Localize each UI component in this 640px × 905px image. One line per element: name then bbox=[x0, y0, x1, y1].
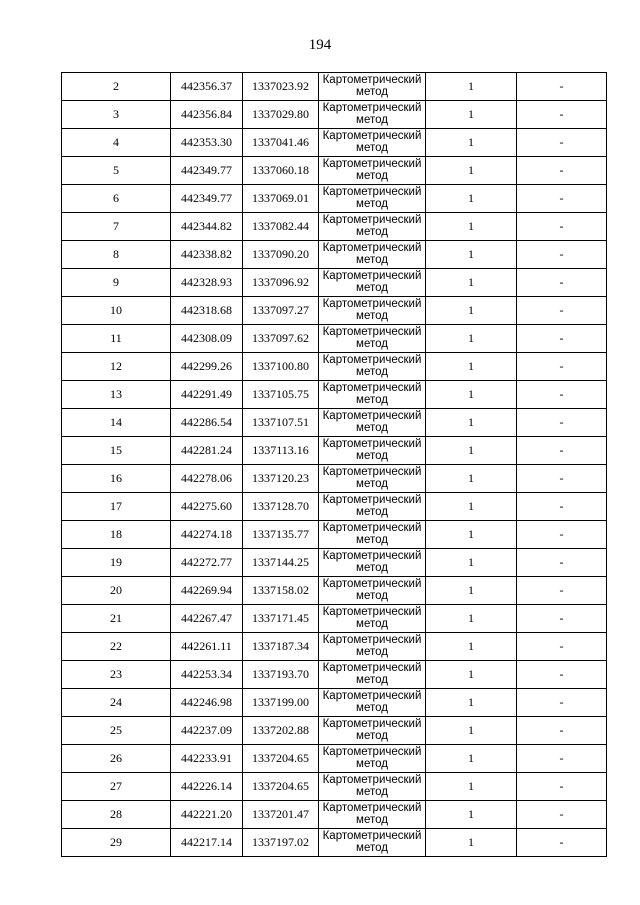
point-number-cell: 16 bbox=[62, 465, 171, 493]
method-cell bbox=[319, 409, 426, 437]
point-number-cell: 27 bbox=[62, 773, 171, 801]
note-cell: - bbox=[517, 73, 607, 101]
y-coordinate-cell: 1337204.65 bbox=[243, 773, 319, 801]
point-number-cell: 13 bbox=[62, 381, 171, 409]
x-coordinate-cell: 442217.14 bbox=[171, 829, 243, 857]
point-number-cell: 24 bbox=[62, 689, 171, 717]
method-line1: Картометрический bbox=[322, 746, 422, 758]
x-coordinate-cell: 442269.94 bbox=[171, 577, 243, 605]
table-row bbox=[62, 465, 607, 493]
method-line2: метод bbox=[356, 282, 388, 294]
method-line2: метод bbox=[356, 618, 388, 630]
y-coordinate-cell: 1337144.25 bbox=[243, 549, 319, 577]
method-line1: Картометрический bbox=[322, 410, 422, 422]
y-coordinate-cell: 1337197.02 bbox=[243, 829, 319, 857]
x-coordinate-cell: 442356.84 bbox=[171, 101, 243, 129]
page-number: 194 bbox=[308, 37, 332, 53]
method-line2: метод bbox=[356, 394, 388, 406]
table-row bbox=[62, 129, 607, 157]
method-line1: Картометрический bbox=[322, 270, 422, 282]
method-cell bbox=[319, 549, 426, 577]
table-row bbox=[62, 689, 607, 717]
y-coordinate-cell: 1337171.45 bbox=[243, 605, 319, 633]
method-line2: метод bbox=[356, 758, 388, 770]
method-cell bbox=[319, 605, 426, 633]
table-row bbox=[62, 381, 607, 409]
table-row bbox=[62, 409, 607, 437]
x-coordinate-cell: 442356.37 bbox=[171, 73, 243, 101]
method-cell bbox=[319, 829, 426, 857]
method-line2: метод bbox=[356, 338, 388, 350]
method-line2: метод bbox=[356, 226, 388, 238]
y-coordinate-cell: 1337107.51 bbox=[243, 409, 319, 437]
point-number-cell: 11 bbox=[62, 325, 171, 353]
method-line1: Картометрический bbox=[322, 242, 422, 254]
note-cell: - bbox=[517, 325, 607, 353]
y-coordinate-cell: 1337060.18 bbox=[243, 157, 319, 185]
method-cell bbox=[319, 773, 426, 801]
note-cell: - bbox=[517, 297, 607, 325]
x-coordinate-cell: 442318.68 bbox=[171, 297, 243, 325]
point-number-cell: 15 bbox=[62, 437, 171, 465]
y-coordinate-cell: 1337090.20 bbox=[243, 241, 319, 269]
note-cell: - bbox=[517, 577, 607, 605]
note-cell: - bbox=[517, 717, 607, 745]
table-row bbox=[62, 745, 607, 773]
point-number-cell: 8 bbox=[62, 241, 171, 269]
y-coordinate-cell: 1337096.92 bbox=[243, 269, 319, 297]
method-line2: метод bbox=[356, 450, 388, 462]
method-cell bbox=[319, 717, 426, 745]
note-cell: - bbox=[517, 101, 607, 129]
method-cell bbox=[319, 213, 426, 241]
note-cell: - bbox=[517, 157, 607, 185]
method-cell bbox=[319, 577, 426, 605]
method-cell bbox=[319, 353, 426, 381]
y-coordinate-cell: 1337100.80 bbox=[243, 353, 319, 381]
table-row bbox=[62, 101, 607, 129]
method-cell bbox=[319, 73, 426, 101]
accuracy-cell: 1 bbox=[426, 717, 517, 745]
x-coordinate-cell: 442274.18 bbox=[171, 521, 243, 549]
method-line2: метод bbox=[356, 534, 388, 546]
accuracy-cell: 1 bbox=[426, 773, 517, 801]
method-cell bbox=[319, 521, 426, 549]
x-coordinate-cell: 442353.30 bbox=[171, 129, 243, 157]
method-line1: Картометрический bbox=[322, 466, 422, 478]
method-line2: метод bbox=[356, 142, 388, 154]
point-number-cell: 9 bbox=[62, 269, 171, 297]
table-row bbox=[62, 185, 607, 213]
accuracy-cell: 1 bbox=[426, 633, 517, 661]
method-line1: Картометрический bbox=[322, 802, 422, 814]
method-line1: Картометрический bbox=[322, 186, 422, 198]
point-number-cell: 20 bbox=[62, 577, 171, 605]
method-line1: Картометрический bbox=[322, 382, 422, 394]
method-cell bbox=[319, 465, 426, 493]
x-coordinate-cell: 442261.11 bbox=[171, 633, 243, 661]
method-line2: метод bbox=[356, 310, 388, 322]
point-number-cell: 25 bbox=[62, 717, 171, 745]
point-number-cell: 22 bbox=[62, 633, 171, 661]
method-line2: метод bbox=[356, 114, 388, 126]
table-row bbox=[62, 157, 607, 185]
method-line2: метод bbox=[356, 814, 388, 826]
method-line1: Картометрический bbox=[322, 298, 422, 310]
note-cell: - bbox=[517, 829, 607, 857]
x-coordinate-cell: 442281.24 bbox=[171, 437, 243, 465]
table-row bbox=[62, 633, 607, 661]
point-number-cell: 10 bbox=[62, 297, 171, 325]
accuracy-cell: 1 bbox=[426, 605, 517, 633]
table-row bbox=[62, 437, 607, 465]
table-row bbox=[62, 353, 607, 381]
point-number-cell: 4 bbox=[62, 129, 171, 157]
table-row bbox=[62, 521, 607, 549]
x-coordinate-cell: 442291.49 bbox=[171, 381, 243, 409]
accuracy-cell: 1 bbox=[426, 353, 517, 381]
method-line2: метод bbox=[356, 590, 388, 602]
note-cell: - bbox=[517, 241, 607, 269]
note-cell: - bbox=[517, 633, 607, 661]
table-row bbox=[62, 297, 607, 325]
method-line1: Картометрический bbox=[322, 606, 422, 618]
y-coordinate-cell: 1337113.16 bbox=[243, 437, 319, 465]
method-line1: Картометрический bbox=[322, 522, 422, 534]
accuracy-cell: 1 bbox=[426, 801, 517, 829]
point-number-cell: 19 bbox=[62, 549, 171, 577]
method-line1: Картометрический bbox=[322, 214, 422, 226]
note-cell: - bbox=[517, 437, 607, 465]
x-coordinate-cell: 442246.98 bbox=[171, 689, 243, 717]
note-cell: - bbox=[517, 409, 607, 437]
x-coordinate-cell: 442299.26 bbox=[171, 353, 243, 381]
x-coordinate-cell: 442226.14 bbox=[171, 773, 243, 801]
method-line2: метод bbox=[356, 786, 388, 798]
method-line1: Картометрический bbox=[322, 662, 422, 674]
table-row bbox=[62, 577, 607, 605]
note-cell: - bbox=[517, 605, 607, 633]
x-coordinate-cell: 442237.09 bbox=[171, 717, 243, 745]
point-number-cell: 29 bbox=[62, 829, 171, 857]
accuracy-cell: 1 bbox=[426, 829, 517, 857]
accuracy-cell: 1 bbox=[426, 577, 517, 605]
method-line2: метод bbox=[356, 730, 388, 742]
method-cell bbox=[319, 101, 426, 129]
point-number-cell: 3 bbox=[62, 101, 171, 129]
y-coordinate-cell: 1337193.70 bbox=[243, 661, 319, 689]
method-line2: метод bbox=[356, 254, 388, 266]
y-coordinate-cell: 1337097.62 bbox=[243, 325, 319, 353]
accuracy-cell: 1 bbox=[426, 185, 517, 213]
note-cell: - bbox=[517, 521, 607, 549]
method-cell bbox=[319, 633, 426, 661]
method-cell bbox=[319, 157, 426, 185]
y-coordinate-cell: 1337199.00 bbox=[243, 689, 319, 717]
method-line1: Картометрический bbox=[322, 326, 422, 338]
note-cell: - bbox=[517, 661, 607, 689]
accuracy-cell: 1 bbox=[426, 409, 517, 437]
x-coordinate-cell: 442278.06 bbox=[171, 465, 243, 493]
accuracy-cell: 1 bbox=[426, 213, 517, 241]
note-cell: - bbox=[517, 269, 607, 297]
x-coordinate-cell: 442221.20 bbox=[171, 801, 243, 829]
method-line2: метод bbox=[356, 170, 388, 182]
note-cell: - bbox=[517, 465, 607, 493]
table-row bbox=[62, 605, 607, 633]
table-row bbox=[62, 269, 607, 297]
table-row bbox=[62, 717, 607, 745]
accuracy-cell: 1 bbox=[426, 381, 517, 409]
method-line1: Картометрический bbox=[322, 158, 422, 170]
method-line2: метод bbox=[356, 702, 388, 714]
accuracy-cell: 1 bbox=[426, 129, 517, 157]
method-line1: Картометрический bbox=[322, 494, 422, 506]
method-line1: Картометрический bbox=[322, 550, 422, 562]
method-line2: метод bbox=[356, 562, 388, 574]
coordinates-table-body bbox=[62, 73, 607, 857]
method-line2: метод bbox=[356, 646, 388, 658]
accuracy-cell: 1 bbox=[426, 101, 517, 129]
accuracy-cell: 1 bbox=[426, 493, 517, 521]
y-coordinate-cell: 1337069.01 bbox=[243, 185, 319, 213]
method-cell bbox=[319, 437, 426, 465]
point-number-cell: 12 bbox=[62, 353, 171, 381]
method-cell bbox=[319, 381, 426, 409]
method-line2: метод bbox=[356, 366, 388, 378]
method-line1: Картометрический bbox=[322, 634, 422, 646]
point-number-cell: 7 bbox=[62, 213, 171, 241]
point-number-cell: 18 bbox=[62, 521, 171, 549]
y-coordinate-cell: 1337204.65 bbox=[243, 745, 319, 773]
method-cell bbox=[319, 297, 426, 325]
table-row bbox=[62, 325, 607, 353]
table-row bbox=[62, 661, 607, 689]
table-row bbox=[62, 493, 607, 521]
method-line1: Картометрический bbox=[322, 102, 422, 114]
x-coordinate-cell: 442349.77 bbox=[171, 185, 243, 213]
accuracy-cell: 1 bbox=[426, 465, 517, 493]
note-cell: - bbox=[517, 129, 607, 157]
note-cell: - bbox=[517, 493, 607, 521]
method-cell bbox=[319, 185, 426, 213]
method-line1: Картометрический bbox=[322, 130, 422, 142]
y-coordinate-cell: 1337105.75 bbox=[243, 381, 319, 409]
x-coordinate-cell: 442233.91 bbox=[171, 745, 243, 773]
accuracy-cell: 1 bbox=[426, 269, 517, 297]
note-cell: - bbox=[517, 745, 607, 773]
table-row bbox=[62, 213, 607, 241]
y-coordinate-cell: 1337187.34 bbox=[243, 633, 319, 661]
accuracy-cell: 1 bbox=[426, 745, 517, 773]
point-number-cell: 6 bbox=[62, 185, 171, 213]
method-cell bbox=[319, 241, 426, 269]
table-row bbox=[62, 73, 607, 101]
accuracy-cell: 1 bbox=[426, 241, 517, 269]
x-coordinate-cell: 442275.60 bbox=[171, 493, 243, 521]
accuracy-cell: 1 bbox=[426, 689, 517, 717]
note-cell: - bbox=[517, 549, 607, 577]
method-line2: метод bbox=[356, 674, 388, 686]
point-number-cell: 14 bbox=[62, 409, 171, 437]
x-coordinate-cell: 442308.09 bbox=[171, 325, 243, 353]
method-cell bbox=[319, 801, 426, 829]
method-line1: Картометрический bbox=[322, 830, 422, 842]
method-cell bbox=[319, 661, 426, 689]
accuracy-cell: 1 bbox=[426, 297, 517, 325]
accuracy-cell: 1 bbox=[426, 157, 517, 185]
method-cell bbox=[319, 325, 426, 353]
accuracy-cell: 1 bbox=[426, 521, 517, 549]
method-line2: метод bbox=[356, 198, 388, 210]
point-number-cell: 26 bbox=[62, 745, 171, 773]
point-number-cell: 21 bbox=[62, 605, 171, 633]
note-cell: - bbox=[517, 381, 607, 409]
table-row bbox=[62, 241, 607, 269]
method-line1: Картометрический bbox=[322, 74, 422, 86]
method-cell bbox=[319, 745, 426, 773]
x-coordinate-cell: 442349.77 bbox=[171, 157, 243, 185]
x-coordinate-cell: 442338.82 bbox=[171, 241, 243, 269]
x-coordinate-cell: 442344.82 bbox=[171, 213, 243, 241]
method-cell bbox=[319, 129, 426, 157]
y-coordinate-cell: 1337120.23 bbox=[243, 465, 319, 493]
method-cell bbox=[319, 493, 426, 521]
method-line1: Картометрический bbox=[322, 438, 422, 450]
y-coordinate-cell: 1337097.27 bbox=[243, 297, 319, 325]
note-cell: - bbox=[517, 689, 607, 717]
y-coordinate-cell: 1337082.44 bbox=[243, 213, 319, 241]
method-line1: Картометрический bbox=[322, 718, 422, 730]
point-number-cell: 28 bbox=[62, 801, 171, 829]
note-cell: - bbox=[517, 773, 607, 801]
method-line2: метод bbox=[356, 842, 388, 854]
point-number-cell: 2 bbox=[62, 73, 171, 101]
method-line2: метод bbox=[356, 506, 388, 518]
x-coordinate-cell: 442328.93 bbox=[171, 269, 243, 297]
method-line1: Картометрический bbox=[322, 354, 422, 366]
x-coordinate-cell: 442267.47 bbox=[171, 605, 243, 633]
x-coordinate-cell: 442253.34 bbox=[171, 661, 243, 689]
point-number-cell: 5 bbox=[62, 157, 171, 185]
table-row bbox=[62, 829, 607, 857]
x-coordinate-cell: 442286.54 bbox=[171, 409, 243, 437]
coordinates-table bbox=[61, 72, 607, 857]
method-line1: Картометрический bbox=[322, 578, 422, 590]
y-coordinate-cell: 1337023.92 bbox=[243, 73, 319, 101]
table-row bbox=[62, 773, 607, 801]
accuracy-cell: 1 bbox=[426, 325, 517, 353]
x-coordinate-cell: 442272.77 bbox=[171, 549, 243, 577]
y-coordinate-cell: 1337158.02 bbox=[243, 577, 319, 605]
table-row bbox=[62, 801, 607, 829]
y-coordinate-cell: 1337128.70 bbox=[243, 493, 319, 521]
accuracy-cell: 1 bbox=[426, 73, 517, 101]
note-cell: - bbox=[517, 213, 607, 241]
method-cell bbox=[319, 689, 426, 717]
note-cell: - bbox=[517, 801, 607, 829]
point-number-cell: 23 bbox=[62, 661, 171, 689]
y-coordinate-cell: 1337029.80 bbox=[243, 101, 319, 129]
y-coordinate-cell: 1337135.77 bbox=[243, 521, 319, 549]
method-cell bbox=[319, 269, 426, 297]
y-coordinate-cell: 1337041.46 bbox=[243, 129, 319, 157]
point-number-cell: 17 bbox=[62, 493, 171, 521]
y-coordinate-cell: 1337202.88 bbox=[243, 717, 319, 745]
accuracy-cell: 1 bbox=[426, 661, 517, 689]
method-line1: Картометрический bbox=[322, 774, 422, 786]
note-cell: - bbox=[517, 353, 607, 381]
note-cell: - bbox=[517, 185, 607, 213]
method-line2: метод bbox=[356, 478, 388, 490]
accuracy-cell: 1 bbox=[426, 437, 517, 465]
y-coordinate-cell: 1337201.47 bbox=[243, 801, 319, 829]
method-line2: метод bbox=[356, 86, 388, 98]
method-line2: метод bbox=[356, 422, 388, 434]
accuracy-cell: 1 bbox=[426, 549, 517, 577]
method-line1: Картометрический bbox=[322, 690, 422, 702]
table-row bbox=[62, 549, 607, 577]
